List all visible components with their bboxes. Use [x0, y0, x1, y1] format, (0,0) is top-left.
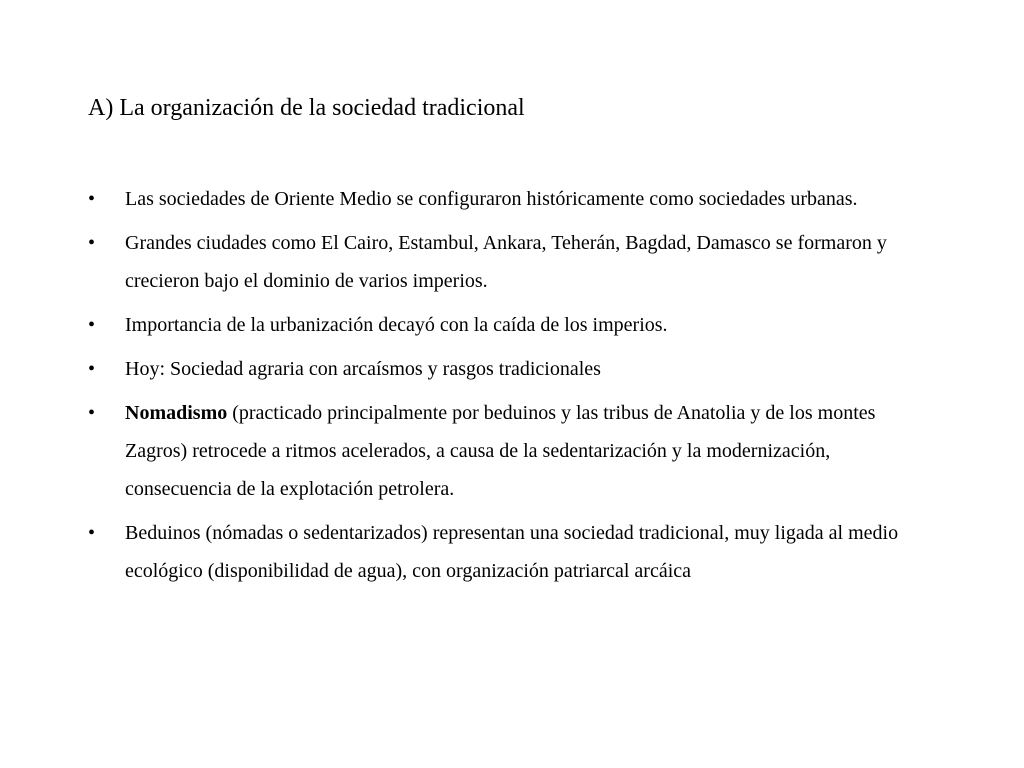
bullet-list [88, 180, 938, 596]
bullet-item [88, 350, 938, 388]
bullet-icon: • [88, 232, 96, 254]
bullet-icon: • [88, 188, 96, 210]
bullet-text: Grandes ciudades como El Cairo, Estambul, Ankara, Teherán, Bagdad, Damasco se formaron y crecieron bajo el dominio de varios imperios. [125, 232, 887, 292]
bullet-item [88, 514, 938, 590]
bullet-icon: • [88, 522, 96, 544]
bullet-text: Hoy: Sociedad agraria con arcaísmos y rasgos tradicionales [125, 358, 601, 380]
bullet-icon: • [88, 402, 96, 424]
bullet-text: Importancia de la urbanización decayó con la caída de los imperios. [125, 314, 668, 336]
bullet-text: Las sociedades de Oriente Medio se configuraron históricamente como sociedades urbanas. [125, 188, 858, 210]
bullet-item [88, 394, 938, 508]
bullet-text: (practicado principalmente por beduinos y las tribus de Anatolia y de los montes Zagros) retrocede a ritmos acelerados, a causa de la sedentarización y la modernización, consecuencia de la explotación petrolera. [125, 402, 876, 500]
bullet-item [88, 224, 938, 300]
bullet-icon: • [88, 314, 96, 336]
bullet-text: Beduinos (nómadas o sedentarizados) representan una sociedad tradicional, muy ligada al medio ecológico (disponibilidad de agua), con organización patriarcal arcáica [125, 522, 899, 582]
bullet-item [88, 306, 938, 344]
bullet-bold-text: Nomadismo [125, 402, 228, 424]
bullet-icon: • [88, 358, 96, 380]
bullet-item [88, 180, 938, 218]
slide-title: A) La organización de la sociedad tradicional [88, 95, 525, 121]
